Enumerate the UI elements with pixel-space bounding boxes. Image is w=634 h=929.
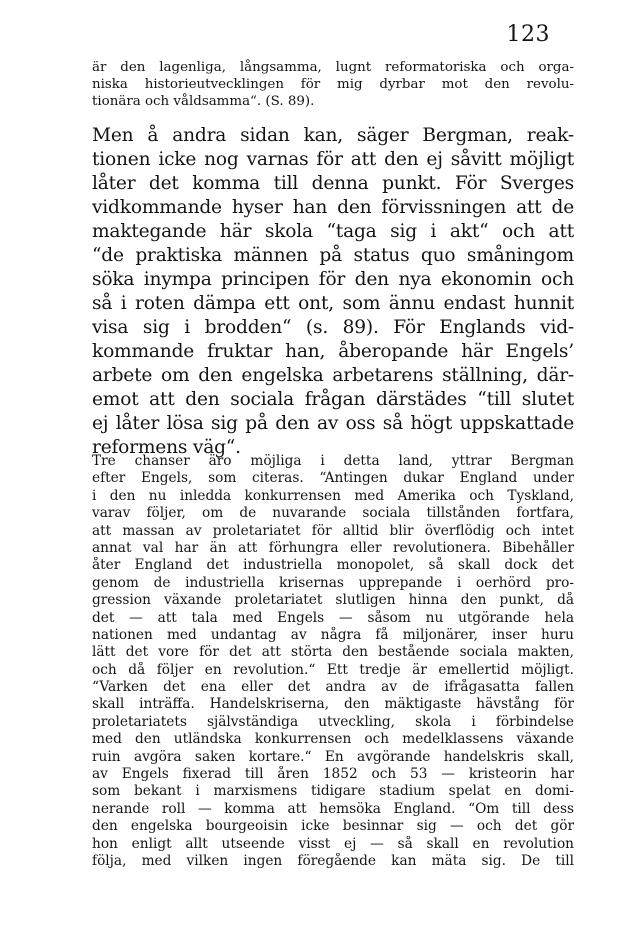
text-line: visa sig i brodden“ (s. 89). För Englands vid- (92, 317, 574, 338)
page-number: 123 (506, 22, 550, 47)
text-line: Tre chanser äro möjliga i detta land, yttrar Bergman (92, 453, 574, 469)
text-line: reformens väg“. (92, 437, 241, 458)
text-line: ej låter lösa sig på den av oss så högt uppskattade (92, 413, 574, 434)
text-line: niska historieutvecklingen för mig dyrbar mot den revolu- (92, 77, 574, 92)
text-line: och då följer en revolution.“ Ett tredje är emellertid möjligt. (92, 661, 574, 678)
text-line: kommande fruktar han, åberopande här Engels’ (92, 341, 574, 362)
text-line: hon enligt allt utseende visst ej — så skall en revolution (92, 835, 574, 852)
text-line: efter Engels, som citeras. “Antingen dukar England under (92, 470, 574, 487)
text-line: som bekant i marxismens tidigare stadium spelat en domi- (92, 783, 574, 800)
text-line: med den utländska konkurrensen och medelklassens växande (92, 731, 574, 748)
text-line: åter England det industriella monopolet, så skall dock det (92, 557, 574, 574)
text-line: av Engels fixerad till åren 1852 och 53 — kristeorin har (92, 766, 574, 783)
text-line: tionära och våldsamma“. (S. 89). (92, 94, 315, 109)
text-line: följa, med vilken ingen föregående kan mäta sig. De till (92, 852, 574, 869)
text-line: låter det komma till denna punkt. För Sverges (92, 173, 574, 194)
text-line: skall inträffa. Handelskriserna, den mäktigaste hävstång för (92, 696, 574, 713)
text-line: så i roten dämpa ett ont, som ännu endast hunnit (92, 293, 574, 314)
text-line: den engelska bourgeoisin icke besinnar sig — och det gör (92, 818, 574, 835)
text-line: proletariatets självständiga utveckling, skola i förbindelse (92, 713, 574, 730)
main-paragraph (92, 124, 574, 460)
text-line: det — att tala med Engels — såsom nu utgörande hela (92, 609, 574, 626)
text-line: vidkommande hyser han den förvissningen att de (92, 197, 574, 218)
text-line: gression växande proletariatet slutligen hinna den punkt, då (92, 592, 574, 609)
quote-continuation (92, 59, 574, 110)
quoted-paragraph (92, 453, 574, 870)
text-line: tionen icke nog varnas för att den ej såvitt möjligt (92, 149, 574, 170)
text-line: nerande roll — komma att hemsöka England. “Om till dess (92, 800, 574, 817)
text-line: genom de industriella krisernas upprepande i oerhörd pro- (92, 574, 574, 591)
text-line: i den nu inledda konkurrensen med Amerika och Tyskland, (92, 487, 574, 504)
text-line: ruin avgöra saken kortare.“ En avgörande handelskris skall, (92, 748, 574, 765)
text-line: Men å andra sidan kan, säger Bergman, reak- (92, 125, 574, 146)
text-line: emot att den sociala frågan därstädes “till slutet (92, 389, 574, 410)
text-line: att massan av proletariatet för alltid blir överflödig och intet (92, 522, 574, 539)
text-line: arbete om den engelska arbetarens ställning, där- (92, 365, 574, 386)
text-line: “de praktiska männen på status quo småningom (92, 245, 574, 266)
text-line: lätt det vore för det att störta den bestående sociala makten, (92, 644, 574, 661)
text-line: är den lagenliga, långsamma, lugnt reformatoriska och orga- (92, 60, 574, 75)
text-line: annat val har än att förhungra eller revolutionera. Bibehåller (92, 539, 574, 556)
text-line: söka inympa principen för den nya ekonomin och (92, 269, 574, 290)
text-line: “Varken det ena eller det andra av de ifrågasatta fallen (92, 679, 574, 696)
text-line: maktegande här skola “taga sig i akt“ och att (92, 221, 574, 242)
text-line: nationen med undantag av några få miljonärer, inser huru (92, 626, 574, 643)
text-line: varav följer, om de nuvarande sociala tillstånden fortfara, (92, 505, 574, 522)
